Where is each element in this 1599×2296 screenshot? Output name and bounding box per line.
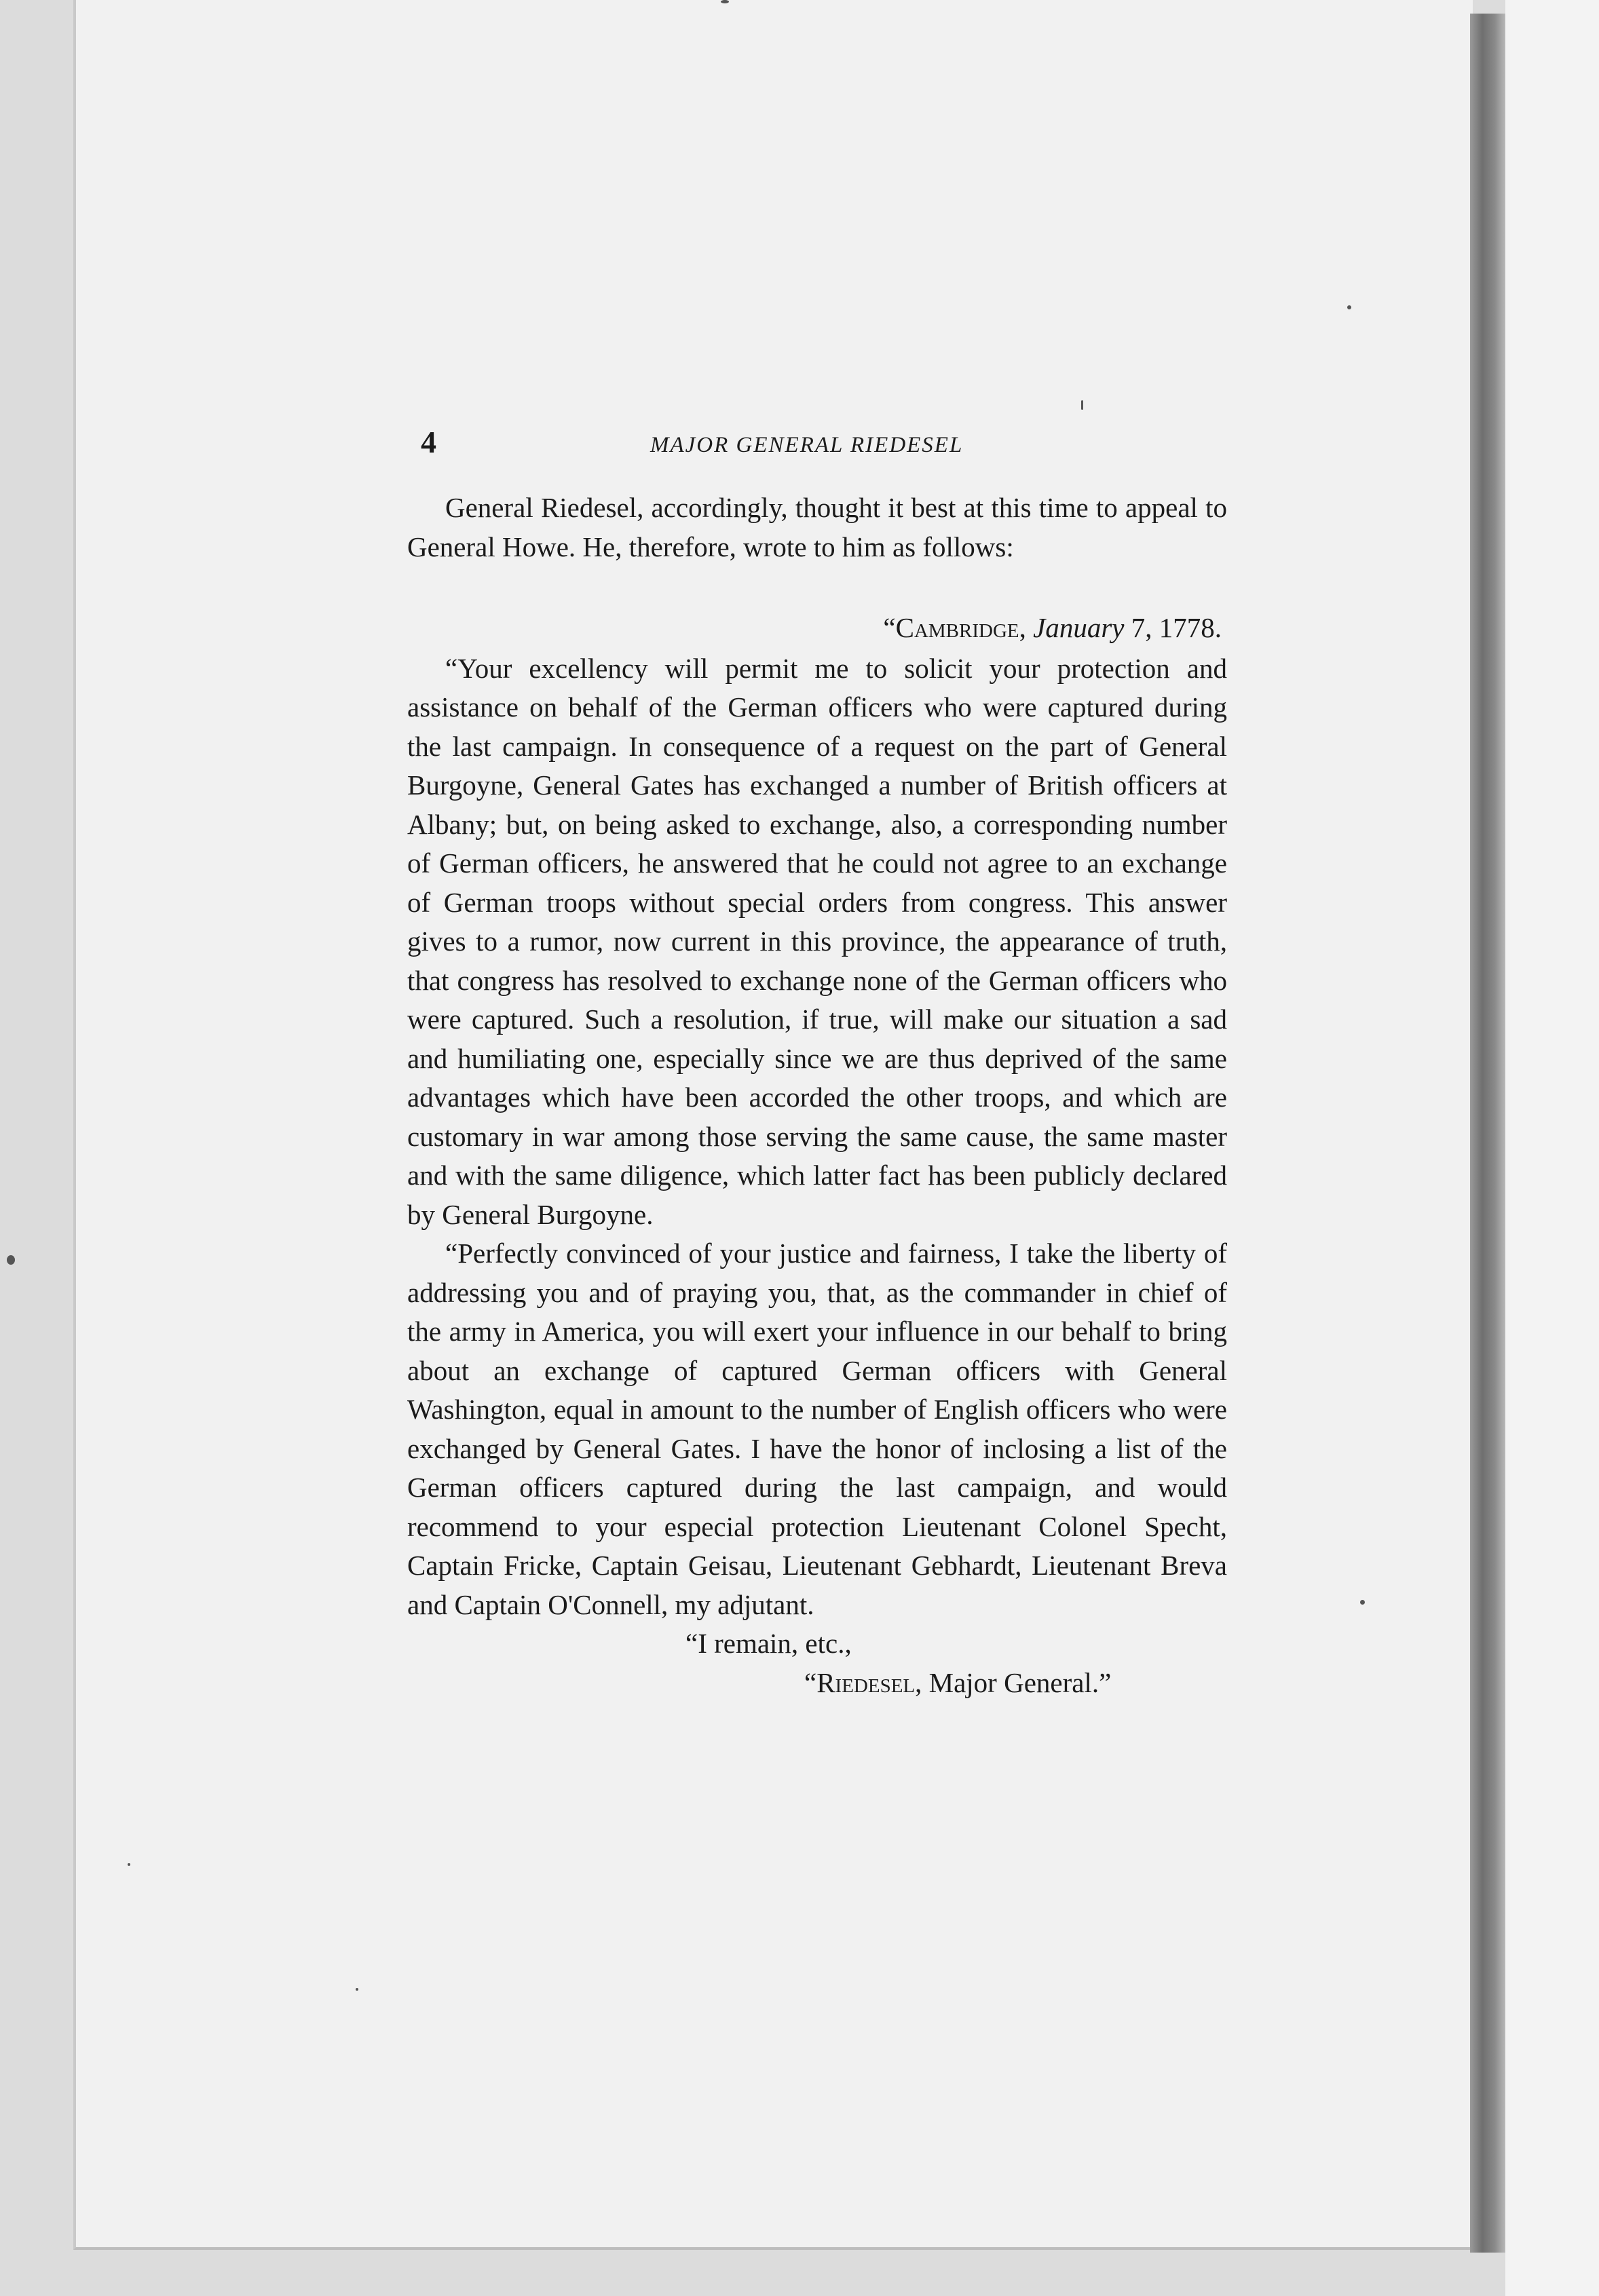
letter-paragraph-2: “Perfectly convinced of your justice and fairness, I take the liberty of addressing you and of praying you, that, as the commander in chief of the army in America, you will exert your influence in our behalf to bring about an exchange of captured German officers with General Washington, equal in amount to the number of English officers who were exchanged by General Gates. I have the honor of inclosing a list of the German officers captured during the last campaign, and would recommend to your especial protection Lieutenant Colonel Specht, Captain Fricke, Captain Geisau, Lieutenant Gebhardt, Lieutenant Breva and Captain O'Connell, my adjutant. xyxy=(407,1238,1227,1620)
letter-paragraph-1: “Your excellency will permit me to solicit your protection and assistance on behalf of the German officers who were captured during the last campaign. In consequence of a request on the part of General Burgoyne, General Gates has exchanged a number of British officers at Albany; but, on being asked to exchange, also, a corresponding number of German officers, he answered that he could not agree to an exchange of German troops without special orders from congress. This answer gives to a rumor, now current in this province, the appearance of truth, that congress has resolved to exchange none of the German officers who were captured. Such a resolution, if true, will make our situation a sad and humiliating one, especially since we are thus deprived of the same advantages which have been accorded the other troops, and which are customary in war among those serving the same cause, the same master and with the same diligence, which latter fact has been publicly declared by General Burgoyne. xyxy=(407,652,1227,1230)
scan-speck xyxy=(356,1988,358,1991)
scan-speck xyxy=(1360,1600,1365,1605)
signature-name: Riedesel, xyxy=(816,1666,922,1698)
book-gutter-shadow xyxy=(1470,14,1505,2253)
dateline-day-year: 7, 1778. xyxy=(1131,612,1222,643)
page-body xyxy=(407,489,1227,1702)
scan-speck xyxy=(721,0,729,3)
running-head: MAJOR GENERAL RIEDESEL xyxy=(650,433,964,457)
signature-open-quote: “ xyxy=(804,1666,817,1698)
dateline-open-quote: “ xyxy=(883,612,896,643)
letter-signature xyxy=(407,1664,1227,1703)
letter-closing: “I remain, etc., xyxy=(685,1628,852,1659)
scan-speck xyxy=(7,1255,15,1265)
dateline-month: January xyxy=(1033,612,1125,643)
scan-speck xyxy=(128,1863,130,1866)
scan-speck xyxy=(1081,400,1083,410)
signature-rank: Major General.” xyxy=(928,1666,1112,1698)
scan-speck xyxy=(1347,305,1351,309)
letter-dateline xyxy=(407,609,1227,648)
intro-paragraph: General Riedesel, accordingly, thought it best at this time to appeal to General Howe. He, therefore, wrote to him as follows: xyxy=(407,492,1227,562)
dateline-place: Cambridge, xyxy=(895,612,1026,643)
page-number: 4 xyxy=(421,425,436,459)
facing-page-edge xyxy=(1505,0,1599,2296)
